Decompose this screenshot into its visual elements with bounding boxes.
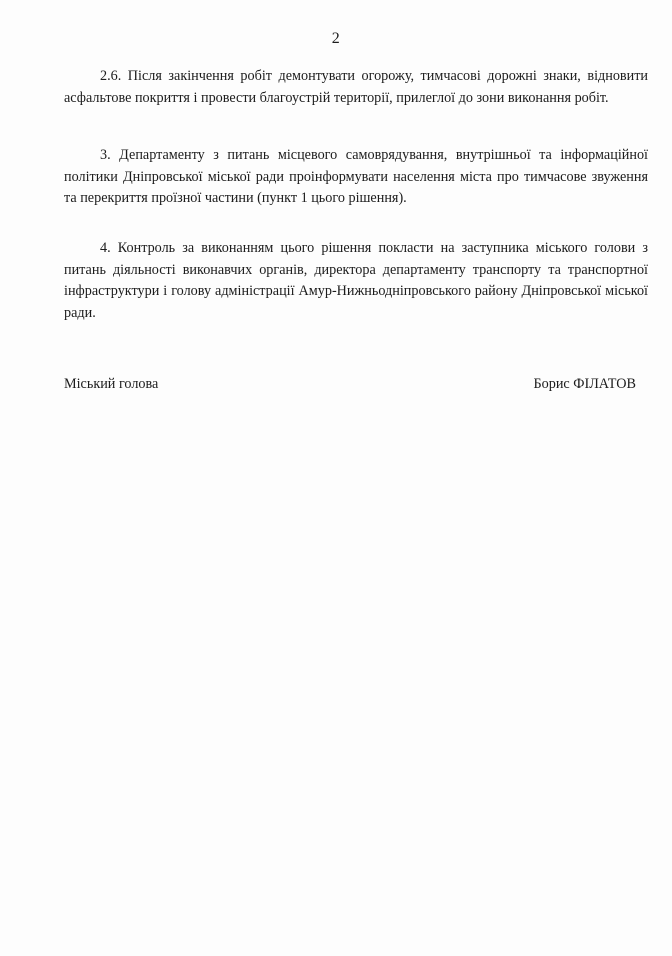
paragraph-2-6: 2.6. Після закінчення робіт демонтувати огорожу, тимчасові дорожні знаки, відновити асфальтове покриття і провести благоустрій території, прилеглої до зони виконання робіт. <box>64 68 648 106</box>
page-number: 2 <box>331 30 341 47</box>
signature-block <box>64 376 636 393</box>
signatory-name: Борис ФІЛАТОВ <box>533 376 636 392</box>
signatory-position: Міський голова <box>64 376 159 392</box>
paragraph-4: 4. Контроль за виконанням цього рішення покласти на заступника міського голови з питань діяльності виконавчих органів, директора департаменту транспорту та транспортної інфраструктури і голову адміністрації Амур-Нижньодніпровського району Дніпровської міської ради. <box>64 240 648 321</box>
paragraph-3: 3. Департаменту з питань місцевого самоврядування, внутрішньої та інформаційної політики Дніпровської міської ради проінформувати населення міста про тимчасове звуження та перекриття проїзної частини (пункт 1 цього рішення). <box>64 147 648 206</box>
